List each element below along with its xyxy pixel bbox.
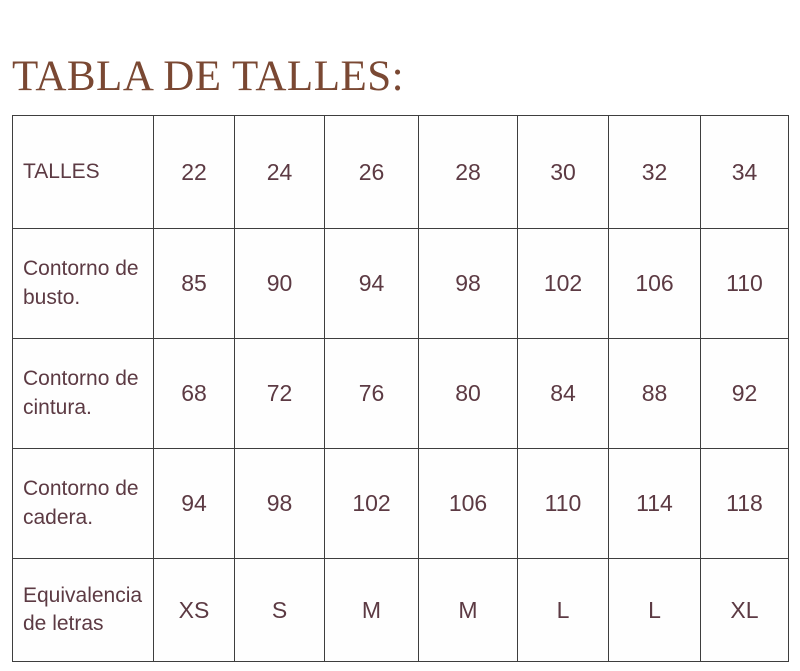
table-cell: 30: [518, 116, 609, 229]
table-cell: M: [325, 559, 419, 662]
table-cell: 80: [419, 339, 518, 449]
table-cell: 94: [154, 449, 235, 559]
size-table: [12, 115, 789, 662]
table-cell: 32: [609, 116, 701, 229]
table-row-cintura: [13, 339, 789, 449]
table-cell: L: [609, 559, 701, 662]
table-cell: 110: [518, 449, 609, 559]
table-cell: 102: [518, 229, 609, 339]
table-cell: XS: [154, 559, 235, 662]
row-label-talles: TALLES: [13, 116, 154, 229]
table-row-busto: [13, 229, 789, 339]
table-cell: 106: [609, 229, 701, 339]
table-cell: 84: [518, 339, 609, 449]
row-label-letras: Equivalencia de letras: [13, 559, 154, 662]
table-cell: 114: [609, 449, 701, 559]
table-cell: 72: [235, 339, 325, 449]
table-cell: 118: [701, 449, 789, 559]
table-cell: M: [419, 559, 518, 662]
table-cell: 106: [419, 449, 518, 559]
table-cell: 110: [701, 229, 789, 339]
table-cell: L: [518, 559, 609, 662]
table-cell: 88: [609, 339, 701, 449]
table-cell: 22: [154, 116, 235, 229]
table-cell: 28: [419, 116, 518, 229]
table-cell: 90: [235, 229, 325, 339]
table-cell: 98: [235, 449, 325, 559]
table-cell: 76: [325, 339, 419, 449]
table-cell: 102: [325, 449, 419, 559]
table-cell: 85: [154, 229, 235, 339]
table-cell: 24: [235, 116, 325, 229]
row-label-busto: Contorno de busto.: [13, 229, 154, 339]
table-row-letras: [13, 559, 789, 662]
table-cell: 94: [325, 229, 419, 339]
table-cell: S: [235, 559, 325, 662]
table-cell: 26: [325, 116, 419, 229]
table-cell: 68: [154, 339, 235, 449]
table-cell: 92: [701, 339, 789, 449]
table-cell: XL: [701, 559, 789, 662]
table-cell: 34: [701, 116, 789, 229]
table-cell: 98: [419, 229, 518, 339]
table-row-talles: [13, 116, 789, 229]
table-row-cadera: [13, 449, 789, 559]
page-title: TABLA DE TALLES:: [12, 53, 405, 100]
row-label-cintura: Contorno de cintura.: [13, 339, 154, 449]
row-label-cadera: Contorno de cadera.: [13, 449, 154, 559]
